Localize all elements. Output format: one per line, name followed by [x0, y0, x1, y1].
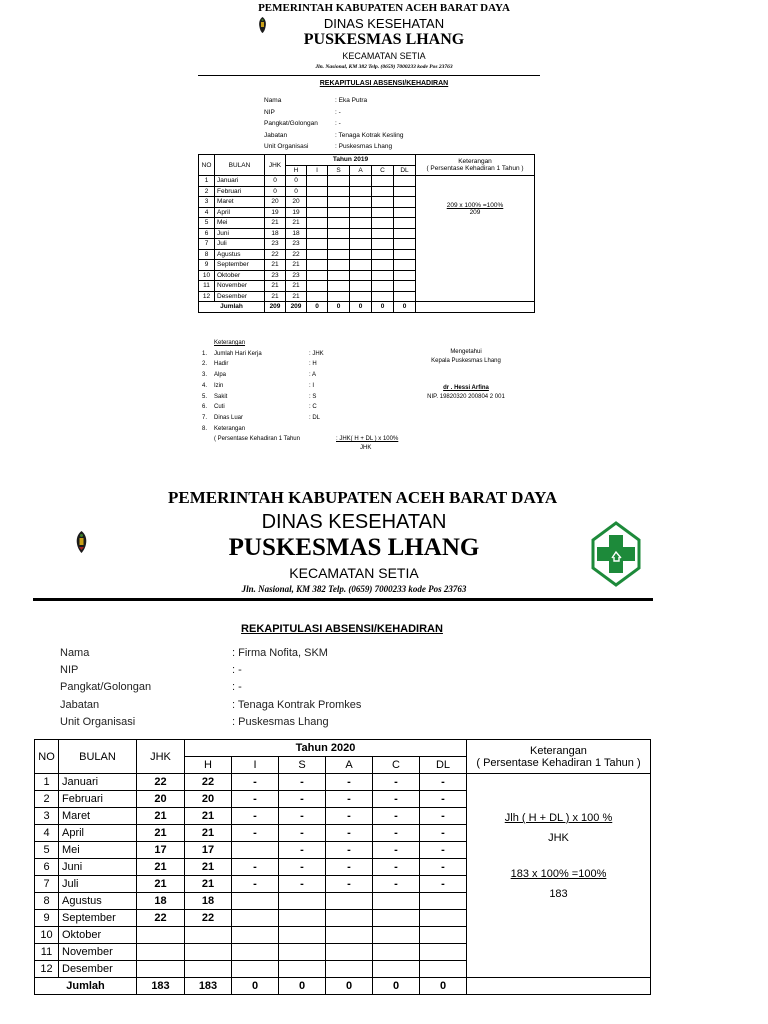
cell-a: - — [326, 808, 373, 825]
table-row — [35, 774, 651, 791]
legend-title: Keterangan — [214, 340, 246, 346]
cell-s: - — [279, 859, 326, 876]
info-value: : Tenaga Kontrak Promkes — [232, 698, 362, 711]
info-value: : Tenaga Kotrak Kesling — [335, 131, 404, 139]
cell-jhk: 17 — [137, 842, 185, 859]
cell-s: - — [279, 774, 326, 791]
cell-c: - — [373, 876, 420, 893]
cell-jhk: 22 — [137, 910, 185, 927]
info-value: : - — [335, 120, 341, 128]
cell-i — [232, 944, 279, 961]
cell-a — [326, 893, 373, 910]
sub-header-dl: DL — [394, 165, 416, 176]
cell-i — [232, 910, 279, 927]
cell-c — [373, 944, 420, 961]
cell-h — [185, 961, 232, 978]
cell-h: 0 — [286, 176, 307, 187]
cell-h: 21 — [185, 825, 232, 842]
total-label: Jumlah — [35, 978, 137, 995]
total-keterangan — [416, 302, 535, 313]
cell-bulan: Desember — [215, 291, 265, 302]
cell-bulan: November — [215, 281, 265, 292]
cell-h: 18 — [185, 893, 232, 910]
cell-jhk: 21 — [265, 260, 286, 271]
keterangan-formula2-denominator: 183 — [549, 888, 568, 900]
cell-jhk: 22 — [137, 774, 185, 791]
cell-no: 11 — [199, 281, 215, 292]
info-label: NIP — [60, 664, 79, 677]
cell-jhk: 23 — [265, 239, 286, 250]
col-header-bulan: BULAN — [215, 155, 265, 176]
sub-header-s: S — [328, 165, 350, 176]
cell-no: 5 — [35, 842, 59, 859]
cell-dl — [420, 927, 467, 944]
cell-jhk: 20 — [137, 791, 185, 808]
cell-s — [328, 176, 350, 187]
total-s: 0 — [279, 978, 326, 995]
cell-a: - — [326, 876, 373, 893]
cell-bulan: Oktober — [215, 270, 265, 281]
info-label: Unit Organisasi — [264, 143, 309, 151]
info-row — [264, 95, 404, 107]
sub-header-h: H — [185, 757, 232, 774]
cell-dl — [394, 176, 416, 187]
cell-jhk: 21 — [265, 218, 286, 229]
info-row — [264, 118, 404, 130]
cell-no: 4 — [199, 207, 215, 218]
cell-bulan: Juli — [59, 876, 137, 893]
col-header-jhk: JHK — [265, 155, 286, 176]
total-a: 0 — [326, 978, 373, 995]
info-value: : Puskesmas Lhang — [232, 715, 329, 728]
sub-header-dl: DL — [420, 757, 467, 774]
cell-i — [307, 176, 328, 187]
cell-bulan: November — [59, 944, 137, 961]
header-address: Jln. Nasional, KM 382 Telp. (0659) 7000233 kode Pos 23763 — [315, 64, 453, 70]
cell-jhk — [137, 944, 185, 961]
cell-bulan: Februari — [215, 186, 265, 197]
cell-s: - — [279, 842, 326, 859]
info-value: : Puskesmas Lhang — [335, 143, 393, 151]
cell-no: 7 — [199, 239, 215, 250]
cell-h: 21 — [185, 859, 232, 876]
info-row — [60, 679, 361, 696]
cell-no: 4 — [35, 825, 59, 842]
cell-jhk: 23 — [265, 270, 286, 281]
cell-s — [279, 961, 326, 978]
legend-item: 5. Sakit : S — [202, 393, 317, 400]
cell-bulan: Oktober — [59, 927, 137, 944]
legend-item: 4. Izin : I — [202, 382, 315, 389]
total-label: Jumlah — [199, 302, 265, 313]
cell-dl — [420, 910, 467, 927]
cell-no: 2 — [199, 186, 215, 197]
cell-bulan: Desember — [59, 961, 137, 978]
keterangan-denominator: 209 — [469, 209, 481, 216]
cell-i — [232, 842, 279, 859]
cell-i: - — [232, 774, 279, 791]
cell-a: - — [326, 825, 373, 842]
employee-info — [264, 95, 404, 153]
keterangan-subtitle: ( Persentase Kehadiran 1 Tahun ) — [426, 165, 524, 172]
cell-no: 12 — [199, 291, 215, 302]
cell-h: 21 — [286, 291, 307, 302]
header-puskesmas: PUSKESMAS LHANG — [303, 31, 465, 48]
total-jhk: 183 — [137, 978, 185, 995]
cell-no: 10 — [35, 927, 59, 944]
cell-bulan: Januari — [215, 176, 265, 187]
total-a: 0 — [350, 302, 372, 313]
cell-i — [232, 893, 279, 910]
cell-dl: - — [420, 808, 467, 825]
total-i: 0 — [307, 302, 328, 313]
cell-h — [185, 927, 232, 944]
cell-s — [279, 893, 326, 910]
cell-no: 8 — [35, 893, 59, 910]
cell-jhk — [137, 961, 185, 978]
cell-a — [326, 927, 373, 944]
cell-c: - — [373, 808, 420, 825]
cell-h: 21 — [286, 281, 307, 292]
cell-bulan: Juni — [215, 228, 265, 239]
cell-s: - — [279, 876, 326, 893]
cell-h: 22 — [185, 774, 232, 791]
signature-line1: Mengetahui — [450, 349, 482, 355]
cell-a — [326, 961, 373, 978]
cell-jhk: 19 — [265, 207, 286, 218]
cell-jhk: 21 — [137, 808, 185, 825]
cell-c — [373, 961, 420, 978]
attendance-table — [198, 154, 535, 313]
sub-header-i: I — [232, 757, 279, 774]
puskesmas-cross-icon — [590, 521, 642, 587]
cell-dl: - — [420, 825, 467, 842]
cell-dl: - — [420, 774, 467, 791]
info-row — [60, 662, 361, 679]
cell-a — [350, 176, 372, 187]
keterangan-cell — [416, 176, 535, 302]
cell-i — [232, 927, 279, 944]
cell-bulan: Juli — [215, 239, 265, 250]
cell-dl: - — [420, 859, 467, 876]
report-title: REKAPITULASI ABSENSI/KEHADIRAN — [319, 80, 449, 87]
cell-dl: - — [420, 791, 467, 808]
cell-c: - — [373, 842, 420, 859]
cell-jhk: 0 — [265, 176, 286, 187]
cell-no: 2 — [35, 791, 59, 808]
legend-persen: ( Persentase Kehadiran 1 Tahun : JHK( H + DL ) x 100% — [214, 436, 399, 443]
info-label: Nama — [264, 97, 282, 104]
cell-h: 21 — [185, 808, 232, 825]
cell-h: 0 — [286, 186, 307, 197]
cell-i: - — [232, 791, 279, 808]
cell-bulan: Agustus — [59, 893, 137, 910]
cell-no: 3 — [35, 808, 59, 825]
col-header-no: NO — [199, 155, 215, 176]
legend-item: 8. Keterangan — [202, 425, 246, 432]
keterangan-formula: 209 x 100% =100% — [446, 202, 504, 209]
letterhead-document-2019 — [0, 0, 768, 470]
header-puskesmas: PUSKESMAS LHANG — [228, 534, 480, 561]
info-row — [60, 645, 361, 662]
cell-s: - — [279, 825, 326, 842]
cell-h: 19 — [286, 207, 307, 218]
sub-header-a: A — [350, 165, 372, 176]
cell-no: 7 — [35, 876, 59, 893]
info-value: : - — [232, 681, 242, 694]
employee-info — [60, 645, 361, 731]
cell-no: 6 — [35, 859, 59, 876]
cell-s: - — [279, 791, 326, 808]
header-government: PEMERINTAH KABUPATEN ACEH BARAT DAYA — [168, 488, 558, 507]
total-keterangan — [467, 978, 651, 995]
cell-jhk: 20 — [265, 197, 286, 208]
col-header-no: NO — [35, 740, 59, 774]
cell-s: - — [279, 808, 326, 825]
col-header-keterangan — [467, 740, 651, 774]
cell-jhk: 21 — [137, 859, 185, 876]
cell-no: 1 — [35, 774, 59, 791]
cell-s — [279, 910, 326, 927]
header-government: PEMERINTAH KABUPATEN ACEH BARAT DAYA — [258, 2, 510, 14]
cell-i: - — [232, 859, 279, 876]
col-header-year: Tahun 2020 — [185, 740, 467, 757]
cell-bulan: Juni — [59, 859, 137, 876]
info-label: Unit Organisasi — [60, 715, 136, 728]
attendance-table — [34, 739, 651, 995]
cell-h: 21 — [185, 876, 232, 893]
info-label: Pangkat/Golongan — [264, 120, 318, 128]
table-row — [199, 176, 535, 187]
cell-no: 9 — [35, 910, 59, 927]
cell-h: 22 — [185, 910, 232, 927]
cell-h — [185, 944, 232, 961]
signature-line2: Kepala Puskesmas Lhang — [431, 358, 501, 364]
legend-item: 1. Jumlah Hari Kerja : JHK — [202, 350, 324, 357]
info-value: : - — [335, 108, 341, 116]
cell-bulan: Agustus — [215, 249, 265, 260]
cell-h: 20 — [185, 791, 232, 808]
signature-nip: NIP. 19820320 200804 2 001 — [427, 394, 505, 400]
keterangan-title: Keterangan — [458, 158, 492, 165]
header-district: KECAMATAN SETIA — [289, 565, 419, 581]
sub-header-c: C — [373, 757, 420, 774]
total-row — [199, 302, 535, 313]
cell-c: - — [373, 859, 420, 876]
info-label: Jabatan — [60, 698, 100, 711]
cell-bulan: September — [59, 910, 137, 927]
cell-a — [326, 910, 373, 927]
total-c: 0 — [372, 302, 394, 313]
keterangan-cell — [467, 774, 651, 978]
cell-c — [373, 893, 420, 910]
cell-i — [232, 961, 279, 978]
info-row — [264, 130, 404, 142]
keterangan-subtitle: ( Persentase Kehadiran 1 Tahun ) — [476, 756, 641, 769]
info-value: : Firma Nofita, SKM — [232, 647, 328, 659]
cell-h: 20 — [286, 197, 307, 208]
total-dl: 0 — [420, 978, 467, 995]
cell-dl — [420, 893, 467, 910]
cell-bulan: Februari — [59, 791, 137, 808]
cell-s — [279, 927, 326, 944]
cell-c — [372, 176, 394, 187]
cell-bulan: Januari — [59, 774, 137, 791]
cell-bulan: Mei — [59, 842, 137, 859]
cell-dl: - — [420, 842, 467, 859]
col-header-bulan: BULAN — [59, 740, 137, 774]
cell-h: 21 — [286, 260, 307, 271]
info-row — [264, 107, 404, 119]
total-row — [35, 978, 651, 995]
keterangan-formula2: 183 x 100% =100% — [510, 868, 607, 880]
legend-item: 2. Hadir : H — [202, 361, 317, 368]
cell-no: 10 — [199, 270, 215, 281]
info-label: NIP — [264, 108, 275, 116]
total-dl: 0 — [394, 302, 416, 313]
cell-i: - — [232, 808, 279, 825]
legend-item: 6. Cuti : C — [202, 404, 317, 411]
cell-h: 17 — [185, 842, 232, 859]
total-h: 209 — [286, 302, 307, 313]
col-header-year: Tahun 2019 — [286, 155, 416, 166]
cell-c: - — [373, 774, 420, 791]
header-divider — [198, 75, 540, 76]
sub-header-i: I — [307, 165, 328, 176]
cell-no: 8 — [199, 249, 215, 260]
cell-bulan: Maret — [59, 808, 137, 825]
cell-jhk: 21 — [265, 281, 286, 292]
cell-a: - — [326, 774, 373, 791]
letterhead-document-2020 — [0, 480, 768, 1024]
info-label: Pangkat/Golongan — [60, 681, 152, 694]
info-value: : Eka Putra — [335, 97, 368, 104]
cell-a: - — [326, 842, 373, 859]
cell-jhk: 21 — [265, 291, 286, 302]
header-district: KECAMATAN SETIA — [342, 51, 426, 61]
legend — [202, 338, 398, 454]
cell-bulan: April — [59, 825, 137, 842]
signature-block — [405, 348, 527, 402]
info-label: Nama — [60, 647, 90, 659]
cell-c — [373, 927, 420, 944]
cell-h: 18 — [286, 228, 307, 239]
cell-no: 1 — [199, 176, 215, 187]
cell-jhk: 22 — [265, 249, 286, 260]
cell-i: - — [232, 876, 279, 893]
cell-c — [373, 910, 420, 927]
total-h: 183 — [185, 978, 232, 995]
cell-h: 22 — [286, 249, 307, 260]
cell-h: 21 — [286, 218, 307, 229]
legend-item: 3. Alpa : A — [202, 372, 317, 379]
cell-dl — [420, 944, 467, 961]
cell-a: - — [326, 859, 373, 876]
cell-a: - — [326, 791, 373, 808]
sub-header-c: C — [372, 165, 394, 176]
cell-no: 9 — [199, 260, 215, 271]
cell-no: 11 — [35, 944, 59, 961]
total-i: 0 — [232, 978, 279, 995]
cell-s — [279, 944, 326, 961]
cell-i: - — [232, 825, 279, 842]
col-header-keterangan — [416, 155, 535, 176]
total-c: 0 — [373, 978, 420, 995]
header-divider — [33, 598, 653, 601]
cell-bulan: Mei — [215, 218, 265, 229]
cell-a — [326, 944, 373, 961]
cell-jhk — [137, 927, 185, 944]
col-header-jhk: JHK — [137, 740, 185, 774]
cell-no: 6 — [199, 228, 215, 239]
cell-h: 23 — [286, 239, 307, 250]
keterangan-title: Keterangan — [530, 744, 587, 757]
header-agency: DINAS KESEHATAN — [261, 511, 447, 533]
header-agency: DINAS KESEHATAN — [323, 16, 445, 31]
cell-no: 5 — [199, 218, 215, 229]
keterangan-formula1: Jlh ( H + DL ) x 100 % — [504, 812, 613, 824]
sub-header-a: A — [326, 757, 373, 774]
cell-bulan: Maret — [215, 197, 265, 208]
total-s: 0 — [328, 302, 350, 313]
info-row — [60, 697, 361, 714]
report-title: REKAPITULASI ABSENSI/KEHADIRAN — [241, 623, 443, 635]
info-value: : - — [232, 664, 242, 677]
cell-c: - — [373, 825, 420, 842]
info-label: Jabatan — [264, 131, 288, 139]
sub-header-h: H — [286, 165, 307, 176]
cell-no: 3 — [199, 197, 215, 208]
info-row — [60, 714, 361, 731]
cell-jhk: 18 — [265, 228, 286, 239]
cell-no: 12 — [35, 961, 59, 978]
cell-dl: - — [420, 876, 467, 893]
cell-jhk: 18 — [137, 893, 185, 910]
info-row — [264, 141, 404, 153]
signature-name: dr . Hessi Arfina — [443, 385, 489, 391]
header-address: Jln. Nasional, KM 382 Telp. (0659) 7000233 kode Pos 23763 — [241, 584, 467, 594]
regency-emblem-icon — [75, 530, 88, 554]
sub-header-s: S — [279, 757, 326, 774]
cell-jhk: 0 — [265, 186, 286, 197]
legend-persen-denominator: JHK — [360, 445, 372, 452]
legend-item: 7. Dinas Luar : DL — [202, 414, 321, 421]
cell-h: 23 — [286, 270, 307, 281]
cell-jhk: 21 — [137, 876, 185, 893]
cell-bulan: April — [215, 207, 265, 218]
total-jhk: 209 — [265, 302, 286, 313]
cell-jhk: 21 — [137, 825, 185, 842]
cell-dl — [420, 961, 467, 978]
cell-bulan: September — [215, 260, 265, 271]
keterangan-formula1-denominator: JHK — [548, 832, 569, 844]
cell-c: - — [373, 791, 420, 808]
